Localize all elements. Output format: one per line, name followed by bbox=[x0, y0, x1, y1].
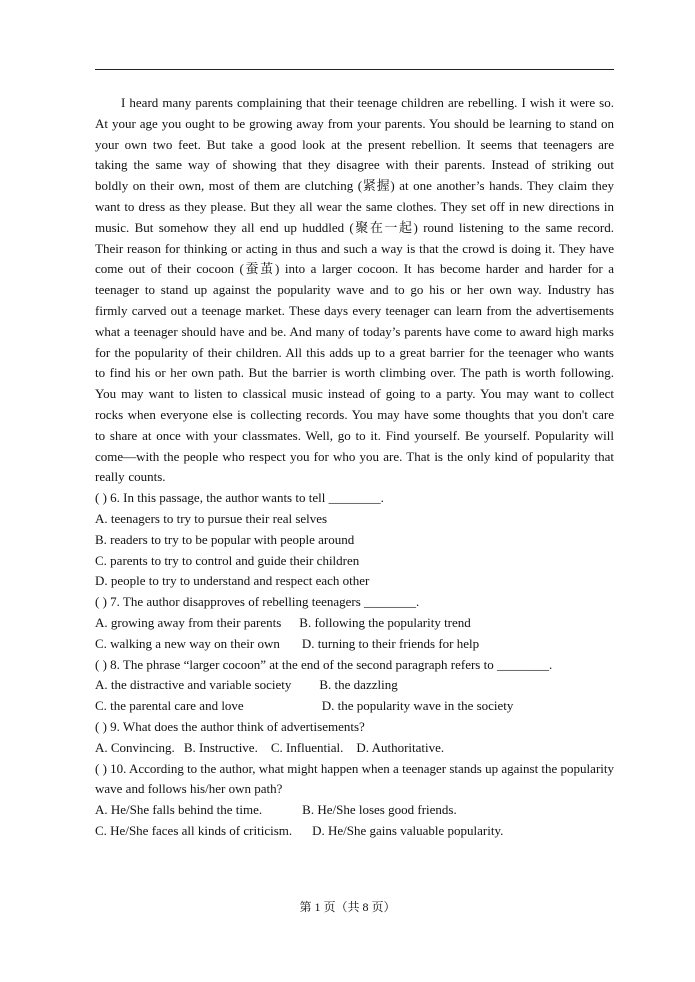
question-9 bbox=[95, 717, 614, 759]
document-body bbox=[95, 93, 614, 842]
question-text: ( ) 9. What does the author think of advertisements? bbox=[95, 718, 365, 734]
option-b: B. following the popularity trend bbox=[299, 614, 471, 630]
question-8 bbox=[95, 655, 614, 717]
option-a: A. He/She falls behind the time. bbox=[95, 802, 263, 818]
option-b: B. He/She loses good friends. bbox=[302, 802, 457, 818]
option-row-ab bbox=[95, 613, 614, 634]
option-row-ab bbox=[95, 800, 614, 821]
option-b: B. the dazzling bbox=[319, 677, 398, 693]
option-c: C. parents to try to control and guide their children bbox=[95, 552, 360, 568]
option-row-ab bbox=[95, 675, 614, 696]
option-a: A. Convincing. bbox=[95, 739, 175, 755]
question-text: ( ) 10. According to the author, what might happen when a teenager stands up against the popularity wave and follows his/her own path? bbox=[95, 760, 614, 797]
question-10 bbox=[95, 759, 614, 842]
option-b: B. readers to try to be popular with people around bbox=[95, 531, 355, 547]
option-d: D. He/She gains valuable popularity. bbox=[312, 822, 504, 838]
option-d: D. the popularity wave in the society bbox=[321, 698, 514, 714]
option-row-cd bbox=[95, 696, 614, 717]
option-b: B. Instructive. bbox=[183, 739, 258, 755]
header-rule bbox=[95, 69, 614, 70]
option-c: C. the parental care and love bbox=[95, 698, 244, 714]
question-text: ( ) 7. The author disapproves of rebelling teenagers ________. bbox=[95, 594, 420, 610]
question-7 bbox=[95, 592, 614, 654]
option-row-cd bbox=[95, 634, 614, 655]
option-d: D. turning to their friends for help bbox=[301, 635, 480, 651]
option-row-cd bbox=[95, 821, 614, 842]
question-text: ( ) 8. The phrase “larger cocoon” at the end of the second paragraph refers to ________. bbox=[95, 656, 553, 672]
option-d: D. people to try to understand and respect each other bbox=[95, 573, 370, 589]
option-a: A. teenagers to try to pursue their real selves bbox=[95, 510, 328, 526]
option-c: C. He/She faces all kinds of criticism. bbox=[95, 822, 293, 838]
reading-passage: I heard many parents complaining that their teenage children are rebelling. I wish it were so. At your age you ought to be growing away from your parents. You should be learning to stand on your own two feet. But take a good look at the present rebellion. It seems that teenagers are taking the same way of showing that they disagree with their parents. Instead of striking out boldly on their own, most of them are clutching (紧握) at one another’s hands. They claim they want to dress as they please. But they all wear the same clothes. They set off in new directions in music. But somehow they all end up huddled (聚在一起) round listening to the same record. Their reason for thinking or acting in thus and such a way is that the crowd is doing it. They have come out of their cocoon (蚕茧) into a larger cocoon. It has become harder and harder for a teenager to stand up against the popularity wave and to go his or her own way. Industry has firmly carved out a teenage market. These days every teenager can learn from the advertisements what a teenager should have and be. And many of today’s parents have come to award high marks for the popularity of their children. All this adds up to a great barrier for the teenager who wants to find his or her own path. But the barrier is worth climbing over. The path is worth following. You may want to listen to classical music instead of going to a party. You may want to collect rocks when everyone else is collecting records. You may have some thoughts that you don't care to share at once with your classmates. Well, go to it. Find yourself. Be yourself. Popularity will come—with the people who respect you for who you are. That is the only kind of popularity that really counts. bbox=[95, 95, 614, 485]
page-footer: 第 1 页（共 8 页） bbox=[299, 900, 396, 914]
question-6 bbox=[95, 488, 614, 592]
option-a: A. growing away from their parents bbox=[95, 614, 282, 630]
option-a: A. the distractive and variable society bbox=[95, 677, 292, 693]
option-row-abcd bbox=[95, 738, 614, 759]
option-c: C. Influential. bbox=[270, 739, 344, 755]
option-d: D. Authoritative. bbox=[356, 739, 445, 755]
option-c: C. walking a new way on their own bbox=[95, 635, 280, 651]
question-text: ( ) 6. In this passage, the author wants to tell ________. bbox=[95, 490, 384, 506]
